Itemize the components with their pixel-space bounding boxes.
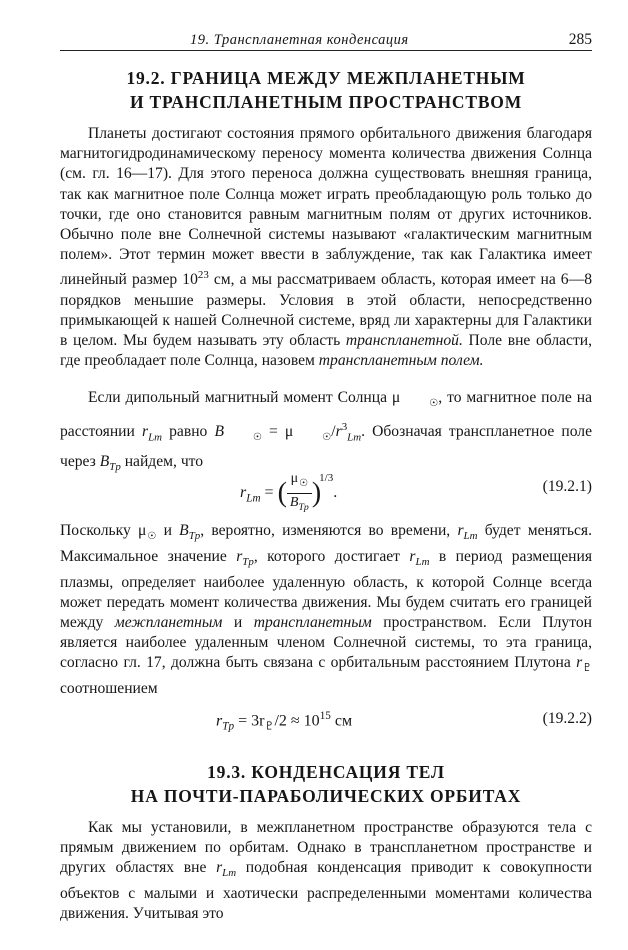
equation-19-2-1 — [60, 464, 592, 513]
section-title-line: 19.2. ГРАНИЦА МЕЖДУ МЕЖПЛАНЕТНЫМ — [126, 68, 526, 88]
sun-symbol-icon: ☉ — [252, 431, 262, 443]
sun-symbol-icon: ☉ — [429, 398, 439, 409]
term: транспланетным полем. — [318, 352, 484, 370]
paragraph: Планеты достигают состояния прямого орбитального движения благодаря магнитогидродинамическому переносу момента количества движения Солнца (см. гл. 16—17). Для этого переноса должна существовать внешняя граница, так как магнитное поле Солнца может играть преобладающую роль только до точки, где оно становится равным магнитным полям от других источников. Обычно поле вне Солнечной системы называют «галактическим магнитным полем». Этот термин может ввести в заблуждение, так как Галактика имеет линейный размер $10^{23}$ см, а мы рассматриваем область, которая имеет на 6—8 порядков меньшие размеры. Условия в этой области, непосредственно примыкающей к нашей Солнечной системе, вряд ли характерны для Галактики в целом. Мы будем называть эту область транспланетной. Поле вне области, где преобладает поле Солнца, назовем транспланетным полем. — [60, 125, 593, 370]
sun-symbol-icon: ☉ — [322, 431, 332, 443]
equation-expression: $r_{Lm}$ = ( $\frac{\mu☉}{B_{Tp}}$ )$^{1/3}$. — [240, 471, 338, 513]
equation-19-2-2 — [60, 708, 592, 734]
running-title: 19. Транспланетная конденсация — [190, 32, 409, 48]
equation-expression: $r_{Tp} = 3r_♇/2 \approx 10^{15}$ см — [216, 710, 353, 733]
section-title-line: 19.3. КОНДЕНСАЦИЯ ТЕЛ — [207, 762, 445, 782]
sun-symbol-icon: ☉ — [299, 478, 309, 489]
page-number: 285 — [568, 31, 592, 48]
equation-number: (19.2.2) — [542, 710, 592, 727]
term: транспланетной. — [345, 332, 463, 350]
section-title-line: И ТРАНСПЛАНЕТНЫМ ПРОСТРАНСТВОМ — [129, 92, 523, 112]
section-title-line: НА ПОЧТИ-ПАРАБОЛИЧЕСКИХ ОРБИТАХ — [130, 786, 522, 806]
section-title-19-3 — [60, 760, 592, 808]
section-title-19-2 — [60, 66, 592, 114]
running-header — [60, 30, 592, 51]
pluto-symbol-icon: ♇ — [264, 720, 275, 733]
paragraph: Как мы установили, в межпланетном пространстве образуются тела с прямым движением по орбитам. Однако в транспланетном пространстве и других областях вне $r_{Lm}$ подобная конденсация приводит к совокупности объектов с малыми и хаотически распределенными моментами количества движения. Учитывая это — [60, 819, 593, 922]
sun-symbol-icon: ☉ — [147, 531, 157, 542]
paragraph: Поскольку μ☉ и $B_{Tp}$, вероятно, изменяются во времени, $r_{Lm}$ будет меняться. Максимальное значение $r_{Tp}$, которого достигает $r_{Lm}$ в период размещения плазмы, определяет наиболее удаленную область, к которой Солнце всегда может передать момент количества движения. Мы будем считать его границей между межпланетным и транспланетным пространством. Если Плутон является наиболее удаленным членом Солнечной системы, то эта граница, согласно гл. 17, должна быть связана с орбитальным расстоянием Плутона $r_♇$ соотношением — [60, 522, 592, 697]
term: транспланетным — [253, 613, 372, 631]
paragraph: Если дипольный магнитный момент Солнца μ ☉, то магнитное поле на расстоянии $r_{Lm}$ равно B ☉ = μ $☉/r^3_{Lm}$. Обозначая транспланетное поле через $B_{Tp}$ найдем, что — [60, 389, 593, 473]
equation-number: (19.2.1) — [542, 478, 592, 495]
pluto-symbol-icon: ♇ — [582, 662, 592, 675]
term: межпланетным — [114, 613, 223, 631]
